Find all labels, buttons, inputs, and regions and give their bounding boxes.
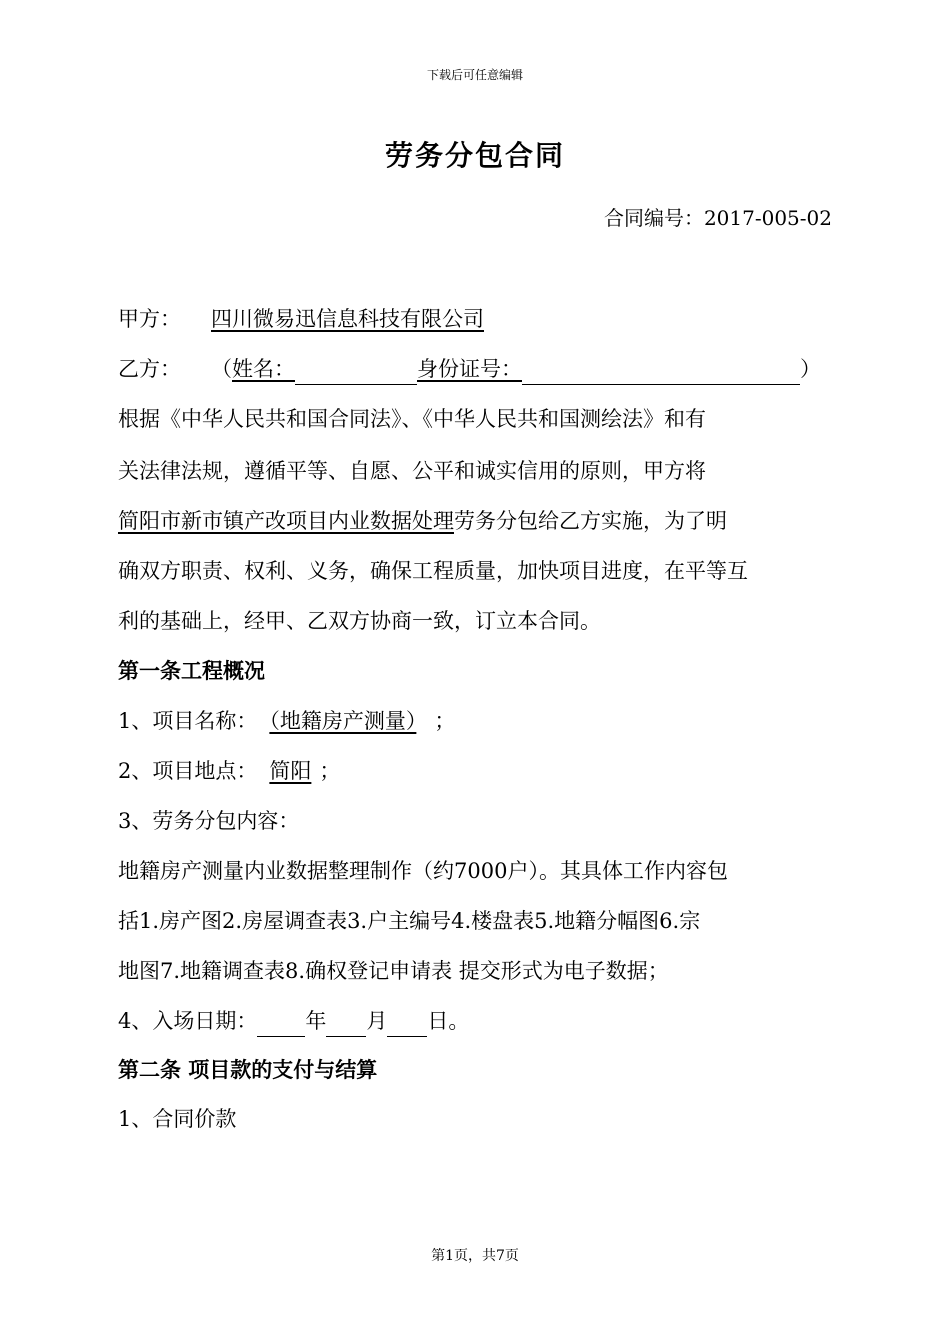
section-2-item-1: 1、合同价款 bbox=[118, 1107, 237, 1131]
project-name: 简阳市新市镇产改项目内业数据处理 bbox=[118, 509, 454, 533]
party-a-label: 甲方： bbox=[118, 307, 181, 331]
year-blank bbox=[257, 1012, 305, 1037]
item-1-label: 1、项目名称： bbox=[118, 709, 258, 733]
party-a-name: 四川微易迅信息科技有限公司 bbox=[211, 307, 484, 331]
party-b-label: 乙方： bbox=[118, 357, 181, 381]
day-label: 日。 bbox=[427, 1009, 470, 1033]
month-label: 月 bbox=[366, 1009, 388, 1033]
intro-line-1: 根据《中华人民共和国合同法》、《中华人民共和国测绘法》和有 bbox=[118, 407, 706, 431]
party-b-close-paren: ） bbox=[800, 357, 821, 381]
intro-line-2: 关法律法规，遵循平等、自愿、公平和诚实信用的原则，甲方将 bbox=[118, 459, 706, 483]
header-note: 下载后可任意编辑 bbox=[426, 68, 523, 82]
item-1-end: ； bbox=[434, 709, 456, 733]
intro-line-5: 利的基础上，经甲、乙双方协商一致，订立本合同。 bbox=[118, 609, 601, 633]
party-b-line bbox=[118, 353, 821, 385]
item-3-label: 3、劳务分包内容： bbox=[118, 809, 300, 833]
party-b-open-paren: （ bbox=[211, 357, 232, 381]
party-b-id-label: 身份证号： bbox=[417, 357, 522, 381]
contract-number: 合同编号：2017-005-02 bbox=[603, 206, 832, 230]
item-2-end: ； bbox=[319, 759, 341, 783]
content-line-3: 地图7.地籍调查表8.确权登记申请表 提交形式为电子数据； bbox=[118, 959, 669, 983]
item-1-value: （地籍房产测量） bbox=[269, 709, 417, 733]
item-2-label: 2、项目地点： bbox=[118, 759, 258, 783]
day-blank bbox=[387, 1012, 427, 1037]
item-4-entry-date bbox=[118, 1005, 469, 1037]
page-footer: 第1页，共7页 bbox=[431, 1248, 519, 1264]
party-b-name-blank bbox=[295, 360, 417, 385]
intro-line-3 bbox=[118, 505, 727, 537]
item-4-label: 4、入场日期： bbox=[118, 1009, 258, 1033]
section-1-heading: 第一条工程概况 bbox=[118, 658, 265, 683]
item-2-value: 简阳 bbox=[269, 759, 312, 783]
month-blank bbox=[326, 1012, 366, 1037]
content-line-2: 括1.房产图2.房屋调查表3.户主编号4.楼盘表5.地籍分幅图6.宗 bbox=[118, 909, 701, 933]
party-b-name-label: 姓名： bbox=[232, 357, 295, 381]
party-a-line bbox=[118, 303, 484, 335]
intro-line-3-rest: 劳务分包给乙方实施，为了明 bbox=[454, 509, 727, 533]
item-1-project-name bbox=[118, 705, 455, 737]
document-title: 劳务分包合同 bbox=[384, 139, 565, 172]
content-line-1: 地籍房产测量内业数据整理制作（约7000户）。其具体工作内容包 bbox=[118, 859, 728, 883]
year-label: 年 bbox=[305, 1009, 327, 1033]
item-2-location bbox=[118, 755, 340, 787]
party-b-id-blank bbox=[522, 360, 800, 385]
intro-line-4: 确双方职责、权利、义务，确保工程质量，加快项目进度，在平等互 bbox=[118, 559, 748, 583]
section-2-heading: 第二条 项目款的支付与结算 bbox=[118, 1057, 378, 1082]
